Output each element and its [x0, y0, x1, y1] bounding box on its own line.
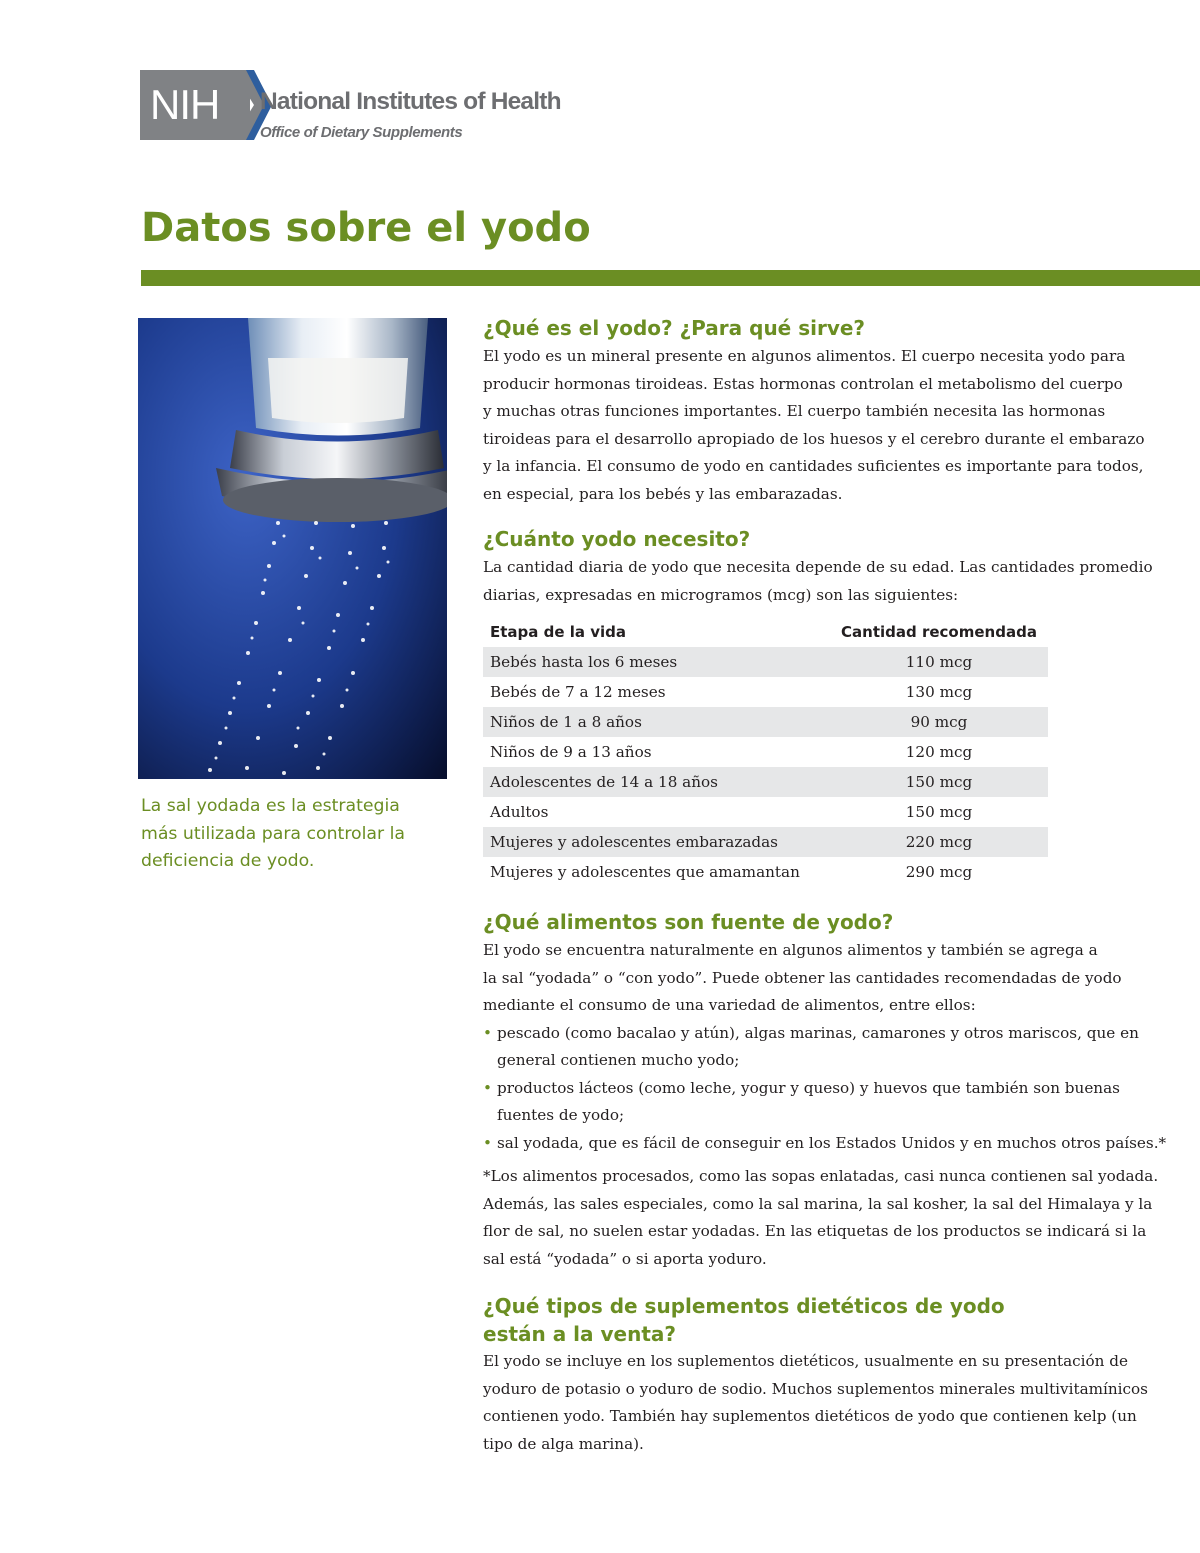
- paragraph-line: El yodo se encuentra naturalmente en algunos alimentos y también se agrega a: [483, 941, 1098, 959]
- life-stage-cell: Adolescentes de 14 a 18 años: [490, 773, 718, 791]
- amount-cell: 120 mcg: [905, 743, 973, 761]
- table-row: [483, 767, 1048, 797]
- list-item: [483, 1020, 1143, 1075]
- caption-line: más utilizada para controlar la: [141, 823, 405, 844]
- photo-caption: [141, 793, 436, 876]
- table-row: [483, 647, 1048, 677]
- paragraph-line: contienen yodo. También hay suplementos dietéticos de yodo que contienen kelp (un: [483, 1407, 1137, 1425]
- amount-cell: 90 mcg: [910, 713, 968, 731]
- footnote-line: Además, las sales especiales, como la sal marina, la sal kosher, la sal del Himalaya y la: [483, 1194, 1153, 1213]
- bullet-line: • sal yodada, que es fácil de conseguir en los Estados Unidos y en muchos otros países.*: [497, 1133, 1167, 1152]
- table-row: [483, 827, 1048, 857]
- heading-what-is-iodine: ¿Qué es el yodo? ¿Para qué sirve?: [483, 316, 866, 340]
- amount-cell: 150 mcg: [905, 803, 973, 821]
- section-howmuch-body: [483, 554, 1153, 609]
- life-stage-cell: Mujeres y adolescentes embarazadas: [490, 833, 778, 851]
- table-row: [483, 707, 1048, 737]
- life-stage-cell: Adultos: [490, 803, 549, 821]
- nih-logo: [140, 70, 600, 142]
- column-header-amount: Cantidad recomendada: [841, 623, 1037, 641]
- salt-shaker-photo: [138, 318, 447, 779]
- life-stage-cell: Niños de 1 a 8 años: [490, 713, 642, 731]
- heading-line: ¿Qué tipos de suplementos dietéticos de yodo: [483, 1294, 1005, 1318]
- title-divider: [141, 270, 1200, 286]
- footnote-line: sal está “yodada” o si aporta yoduro.: [483, 1249, 767, 1268]
- table-row: [483, 797, 1048, 827]
- paragraph-line: El yodo se incluye en los suplementos dietéticos, usualmente en su presentación de: [483, 1352, 1128, 1370]
- list-item: [483, 1075, 1143, 1130]
- paragraph-line: La cantidad diaria de yodo que necesita depende de su edad. Las cantidades promedio: [483, 558, 1153, 576]
- life-stage-cell: Mujeres y adolescentes que amamantan: [490, 863, 800, 881]
- table-row: [483, 737, 1048, 767]
- caption-line: deficiencia de yodo.: [141, 851, 315, 871]
- page-title: Datos sobre el yodo: [141, 205, 591, 251]
- amount-cell: 220 mcg: [905, 833, 973, 851]
- footnote-line: *Los alimentos procesados, como las sopas enlatadas, casi nunca contienen sal yodada.: [483, 1167, 1159, 1185]
- logo-organization-name: National Institutes of Health: [260, 88, 561, 115]
- section-supplements-body: [483, 1348, 1148, 1458]
- paragraph-line: y muchas otras funciones importantes. El cuerpo también necesita las hormonas: [483, 402, 1106, 420]
- section-foods-body: [483, 937, 1167, 1273]
- section-what-body: [483, 343, 1143, 508]
- amount-cell: 150 mcg: [905, 773, 973, 791]
- amount-cell: 110 mcg: [905, 653, 973, 671]
- heading-food-sources: ¿Qué alimentos son fuente de yodo?: [483, 910, 894, 934]
- paragraph-line: la sal “yodada” o “con yodo”. Puede obtener las cantidades recomendadas de yodo: [483, 968, 1122, 987]
- paragraph-line: diarias, expresadas en microgramos (mcg) son las siguientes:: [483, 585, 959, 604]
- paragraph-line: y la infancia. El consumo de yodo en cantidades suficientes es importante para todos,: [483, 457, 1144, 475]
- life-stage-cell: Bebés de 7 a 12 meses: [490, 683, 666, 701]
- bullet-line: fuentes de yodo;: [497, 1106, 625, 1124]
- paragraph-line: producir hormonas tiroideas. Estas hormonas controlan el metabolismo del cuerpo: [483, 374, 1123, 393]
- paragraph-line: yoduro de potasio o yoduro de sodio. Muchos suplementos minerales multivitamínicos: [483, 1379, 1148, 1398]
- paragraph-line: tipo de alga marina).: [483, 1434, 644, 1453]
- heading-line: están a la venta?: [483, 1322, 676, 1346]
- recommended-amounts-table: [483, 617, 1048, 887]
- food-sources-list: [483, 1020, 1167, 1158]
- bullet-line: • pescado (como bacalao y atún), algas marinas, camarones y otros mariscos, que en: [497, 1023, 1139, 1042]
- paragraph-line: El yodo es un mineral presente en algunos alimentos. El cuerpo necesita yodo para: [483, 347, 1126, 365]
- heading-supplements: [483, 1292, 1005, 1348]
- table-header: [483, 617, 1048, 647]
- life-stage-cell: Bebés hasta los 6 meses: [490, 653, 678, 671]
- bullet-line: • productos lácteos (como leche, yogur y queso) y huevos que también son buenas: [497, 1078, 1120, 1097]
- heading-how-much: ¿Cuánto yodo necesito?: [483, 527, 751, 551]
- column-header-life-stage: Etapa de la vida: [490, 623, 627, 641]
- table-row: [483, 857, 1048, 887]
- footnote-line: flor de sal, no suelen estar yodadas. En las etiquetas de los productos se indicará si la: [483, 1222, 1147, 1240]
- life-stage-cell: Niños de 9 a 13 años: [490, 743, 652, 761]
- paragraph-line: tiroideas para el desarrollo apropiado de los huesos y el cerebro durante el embarazo: [483, 429, 1145, 448]
- paragraph-line: mediante el consumo de una variedad de alimentos, entre ellos:: [483, 996, 976, 1014]
- amount-cell: 130 mcg: [905, 683, 973, 701]
- caption-line: La sal yodada es la estrategia: [141, 796, 400, 816]
- table-row: [483, 677, 1048, 707]
- bullet-line: general contienen mucho yodo;: [497, 1051, 740, 1069]
- list-item: [483, 1130, 1167, 1158]
- paragraph-line: en especial, para los bebés y las embarazadas.: [483, 484, 843, 503]
- nih-logo-box: NIH: [140, 70, 250, 140]
- amount-cell: 290 mcg: [905, 863, 973, 881]
- logo-office-name: Office of Dietary Supplements: [260, 124, 463, 141]
